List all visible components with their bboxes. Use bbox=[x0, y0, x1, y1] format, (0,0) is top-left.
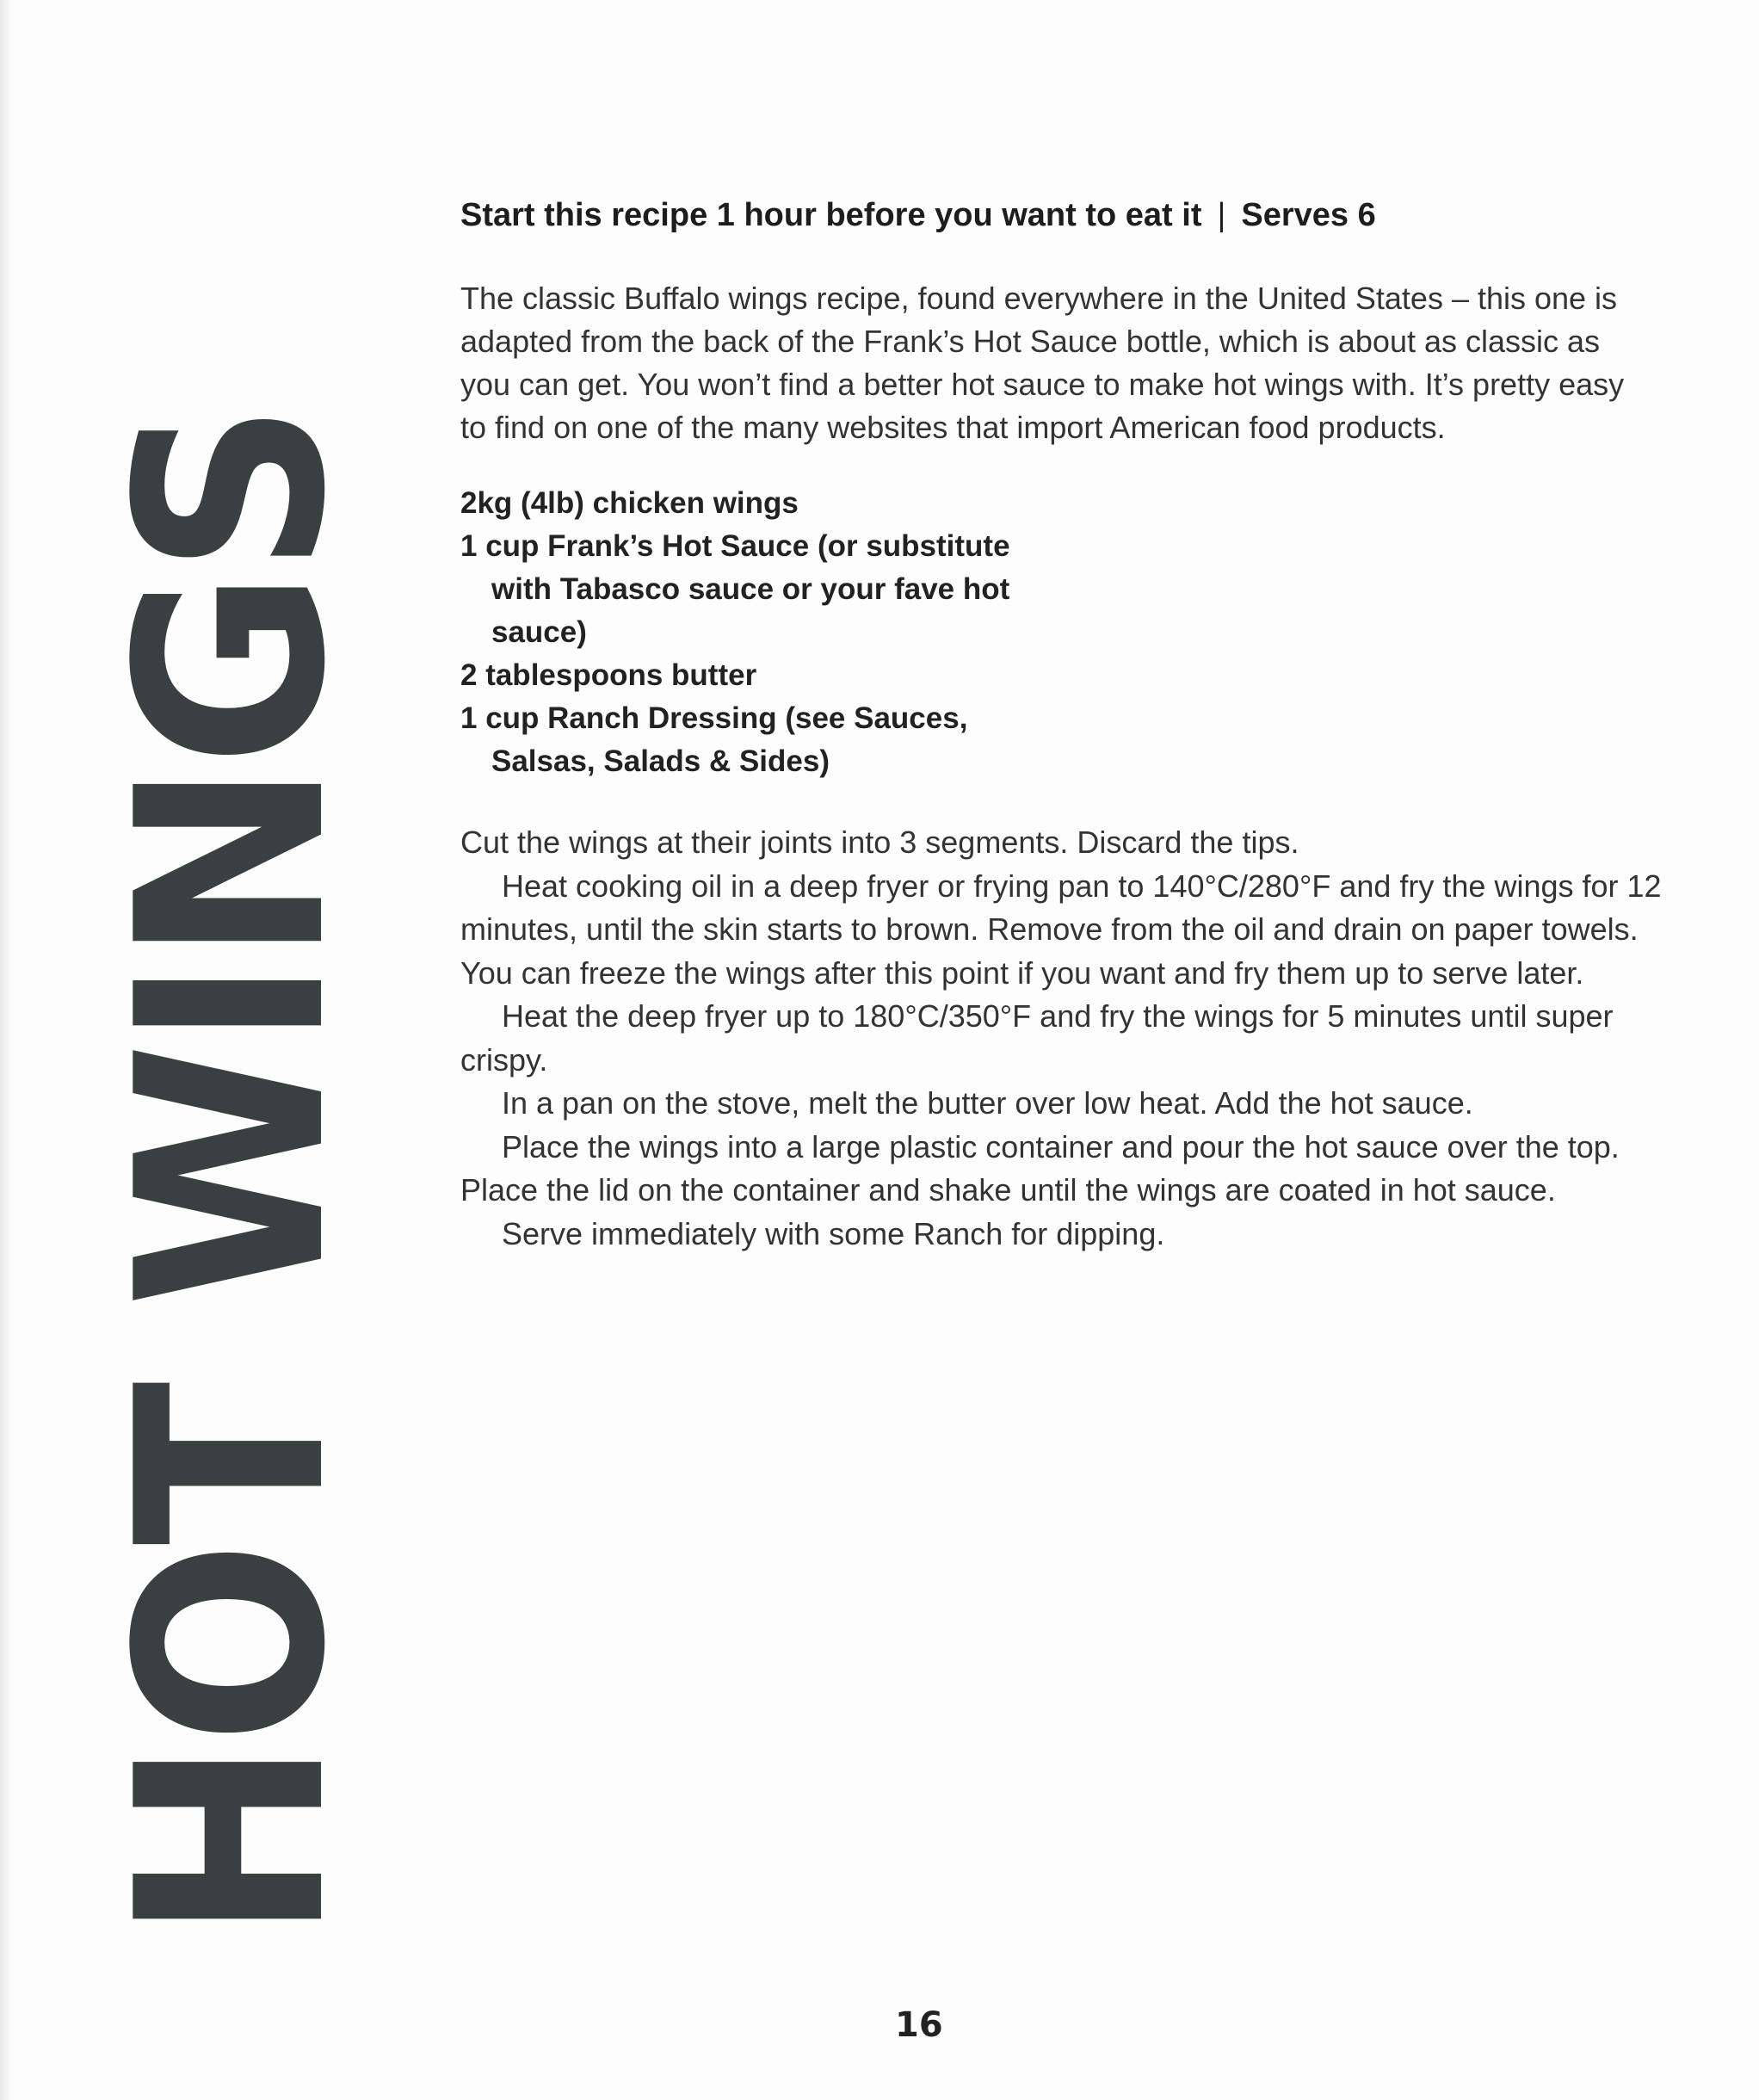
method-step: Place the wings into a large plastic container and pour the hot sauce over the top. Place the lid on the container and shake until the wings are coated in hot sauce. bbox=[460, 1128, 1620, 1208]
ingredient-item: 1 cup Frank’s Hot Sauce (or substitute with Tabasco sauce or your fave hot sauce) bbox=[460, 529, 1010, 649]
ingredient-item: 2kg (4lb) chicken wings bbox=[460, 486, 799, 520]
recipe-serves: Serves 6 bbox=[1241, 197, 1376, 233]
recipe-content bbox=[460, 191, 1665, 1256]
method-step: Serve immediately with some Ranch for dipping. bbox=[502, 1215, 1165, 1251]
recipe-intro: The classic Buffalo wings recipe, found everywhere in the United States – this one is adapted from the back of the Frank’s Hot Sauce bottle, which is about as classic as you can get. You won’t find a better hot sauce to make hot wings with. It’s pretty easy to find on one of the many websites that import American food products. bbox=[460, 281, 1625, 445]
timing-separator: | bbox=[1217, 197, 1226, 233]
method-step: Cut the wings at their joints into 3 segments. Discard the tips. bbox=[460, 825, 1299, 860]
ingredient-list bbox=[460, 482, 1063, 783]
page-number: 16 bbox=[895, 2005, 943, 2045]
ingredient-item: 2 tablespoons butter bbox=[460, 658, 757, 692]
ingredient-item: 1 cup Ranch Dressing (see Sauces, Salsas, Salads & Sides) bbox=[460, 701, 968, 778]
method-steps bbox=[460, 821, 1665, 1256]
method-step: Heat cooking oil in a deep fryer or frying pan to 140°C/280°F and fry the wings for 12 minutes, until the skin starts to brown. Remove from the oil and drain on paper towels. You can freeze the wings after this point if you want and fry them up to serve later. bbox=[460, 868, 1662, 991]
recipe-title: HOT WINGS bbox=[82, 406, 382, 1942]
recipe-timing: Start this recipe 1 hour before you want to eat it bbox=[460, 197, 1202, 233]
page-gutter-shadow bbox=[0, 0, 12, 2100]
recipe-timing-line bbox=[460, 191, 1665, 239]
method-step: In a pan on the stove, melt the butter over low heat. Add the hot sauce. bbox=[502, 1085, 1473, 1121]
method-step: Heat the deep fryer up to 180°C/350°F and fry the wings for 5 minutes until super crispy. bbox=[460, 998, 1614, 1078]
